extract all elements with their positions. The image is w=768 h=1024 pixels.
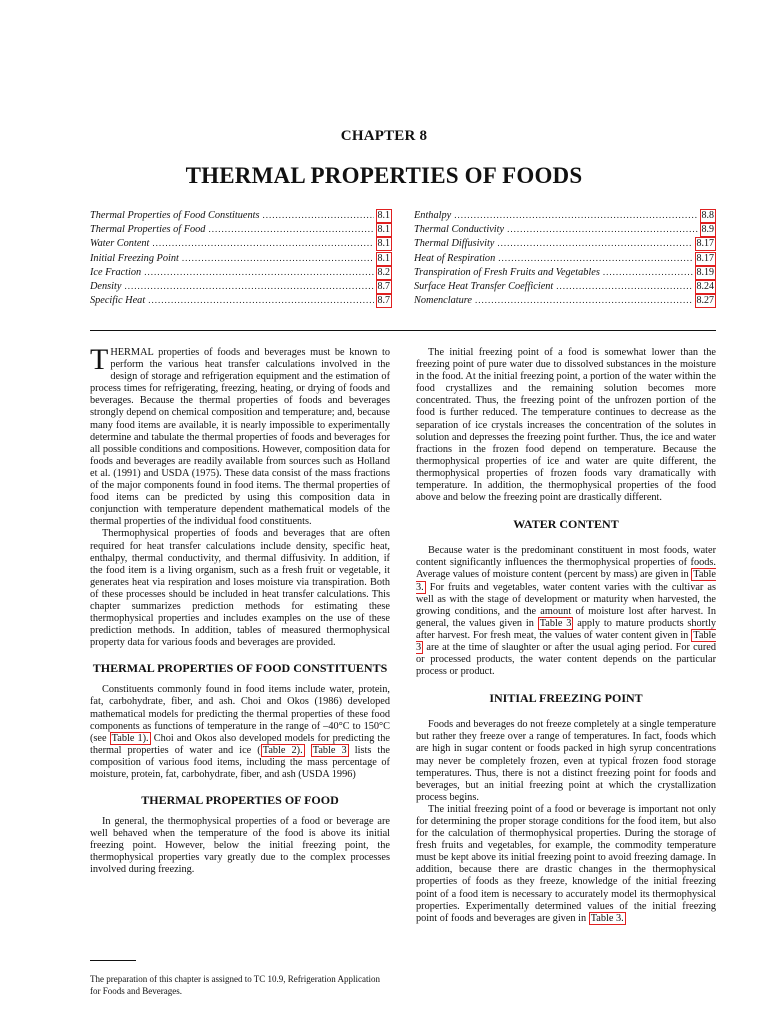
toc-item[interactable]: Thermal Properties of Food Constituents ..... 8.1: [90, 209, 392, 223]
table-3-link[interactable]: Table 3.: [590, 912, 624, 924]
toc-item[interactable]: Enthalpy ..... 8.8: [414, 209, 716, 223]
toc-page-link[interactable]: 8.17: [696, 238, 714, 250]
section-heading-food: THERMAL PROPERTIES OF FOOD: [141, 793, 339, 808]
toc-page-link[interactable]: 8.1: [377, 210, 390, 221]
table-3-link[interactable]: Table 3.: [416, 569, 716, 593]
section-heading-constituents: THERMAL PROPERTIES OF FOOD CONSTITUENTS: [92, 661, 388, 676]
toc-item[interactable]: Thermal Conductivity ..... 8.9: [414, 223, 716, 237]
left-column: [90, 343, 391, 877]
toc-item[interactable]: Density ..... 8.7: [90, 280, 392, 294]
toc-item[interactable]: Transpiration of Fresh Fruits and Vegetables ..... 8.19: [414, 266, 716, 280]
freezing-intro-paragraph: The initial freezing point of a food is somewhat lower than the freezing point of pure water due to dissolved substances in the moisture in the food. At the initial freezing point, a portion of the water within the food crystallizes and the remaining solution becomes more concentrated. Thus, the freezing point of the unfrozen portion of the food is further reduced. The temperature continues to decrease as the separation of ice crystals increases the concentration of the solutes in solution and depresses the freezing point further. Thus, the ice and water fractions in the frozen food depend on temperature. Because the thermophysical properties of ice and water are quite different, the thermophysical properties of frozen foods vary dramatically with temperature. In addition, the thermophysical properties of the food above and below the freezing point are drastically different.: [416, 347, 716, 504]
toc-page-link[interactable]: 8.1: [377, 238, 390, 250]
toc-left: [90, 209, 392, 308]
section-heading-water-content: WATER CONTENT: [513, 517, 619, 532]
footnote-divider: [90, 960, 136, 961]
toc-page-link[interactable]: 8.19: [696, 266, 714, 278]
toc-page-link[interactable]: 8.27: [696, 295, 714, 307]
toc-page-link[interactable]: 8.1: [377, 252, 390, 264]
toc-item[interactable]: Heat of Respiration ..... 8.17: [414, 252, 716, 266]
toc-page-link[interactable]: 8.7: [377, 295, 390, 307]
drop-cap: T: [90, 343, 109, 376]
toc-page-link[interactable]: 8.7: [377, 280, 390, 292]
food-paragraph: In general, the thermophysical properties of a food or beverage are well behaved when the temperature of the food is above its initial freezing point. However, below the initial freezing point, the thermophysical properties vary greatly due to the complex processes involved during freezing.: [90, 816, 390, 876]
toc-item[interactable]: Surface Heat Transfer Coefficient ..... 8.24: [414, 280, 716, 294]
toc-item[interactable]: Specific Heat ..... 8.7: [90, 294, 392, 308]
table-2-link[interactable]: Table 2).: [262, 744, 303, 756]
footnote: The preparation of this chapter is assigned to TC 10.9, Refrigeration Application for Foods and Beverages.: [90, 974, 381, 996]
intro-paragraph-2: Thermophysical properties of foods and beverages that are often required for heat transfer calculations include density, specific heat, enthalpy, thermal conductivity, and thermal diffusivity. In addition, if the food item is a living organism, such as a fresh fruit or vegetable, it generates heat via respiration and loses moisture via transpiration. Both of these processes should be included in heat transfer calculations. This chapter summarizes prediction methods for estimating these thermophysical properties and includes examples on the use of these prediction methods. In addition, tables of measured thermophysical property data for various foods and beverages are provided.: [90, 528, 390, 649]
ifp-paragraph-2: The initial freezing point of a food or beverage is important not only for determining the proper storage conditions for the food item, but also for the calculation of thermophysical properties. During the storage of fresh fruits and vegetables, for example, the commodity temperature must be kept above its initial freezing point to avoid freezing damage. In addition, because there are drastic changes in the thermophysical properties of foods as they freeze, knowledge of the initial freezing point of a food item is necessary to accurately model its thermophysical properties. Experimentally determined values of the initial freezing point of foods and beverages are given in Table 3.: [416, 803, 716, 924]
right-column: [416, 347, 716, 925]
table-3-link[interactable]: Table 3: [416, 629, 716, 653]
toc-item[interactable]: Thermal Properties of Food ..... 8.1: [90, 223, 392, 237]
chapter-label: CHAPTER 8: [340, 128, 428, 144]
table-1-link[interactable]: Table 1).: [111, 732, 149, 744]
toc-page-link[interactable]: 8.1: [377, 224, 390, 236]
toc-item[interactable]: Thermal Diffusivity ..... 8.17: [414, 237, 716, 251]
toc-page-link[interactable]: 8.9: [701, 224, 714, 236]
toc-item[interactable]: Nomenclature ..... 8.27: [414, 294, 716, 308]
toc-item[interactable]: Water Content ..... 8.1: [90, 237, 392, 251]
section-heading-initial-freezing-point: INITIAL FREEZING POINT: [489, 691, 643, 706]
toc-page-link[interactable]: 8.24: [696, 280, 714, 292]
toc-page-link[interactable]: 8.8: [701, 210, 714, 221]
toc-page-link[interactable]: 8.17: [696, 252, 714, 264]
toc-right: [414, 209, 716, 308]
toc-item[interactable]: Ice Fraction ..... 8.2: [90, 266, 392, 280]
intro-paragraph: THERMAL properties of foods and beverages must be known to perform the various heat transfer calculations involved in the design of storage and refrigeration equipment and the estimation of process times for refrigerating, freezing, heating, or drying of foods and beverages. Because the thermal properties of foods and beverages strongly depend on chemical composition and temperature; and, because many food items are available, it is nearly impossible to experimentally determine and tabulate the thermal properties of foods and beverages for all possible conditions and compositions. However, composition data for foods and beverages are readily available from sources such as Holland et al. (1991) and USDA (1975). These data consist of the mass fractions of the major components found in food items. The thermal properties of food items can be predicted by using this composition data in conjunction with temperature dependent mathematical models of the thermal properties of the individual food constituents.: [90, 343, 390, 528]
table-3-link[interactable]: Table 3: [312, 744, 347, 756]
section-divider: [90, 330, 716, 331]
toc-item[interactable]: Initial Freezing Point ..... 8.1: [90, 252, 392, 266]
page-title: THERMAL PROPERTIES OF FOODS: [185, 163, 583, 188]
toc-page-link[interactable]: 8.2: [377, 266, 390, 278]
table-3-link[interactable]: Table 3: [539, 617, 572, 629]
constituents-paragraph: Constituents commonly found in food items include water, protein, fat, carbohydrate, fiber, and ash. Choi and Okos (1986) developed mathematical models for predicting the thermal properties of these food components as functions of temperature in the range of –40°C to 150°C (see Table 1). Choi and Okos also developed models for predicting the thermal properties of water and ice ( Table 2). Table 3 lists the composition of various food items, including the mass percentage of moisture, protein, fat, carbohydrate, fiber, and ash (USDA 1996): [90, 684, 391, 780]
water-content-paragraph: Because water is the predominant constituent in most foods, water content significantly influences the thermophysical properties of foods. Average values of moisture content (percent by mass) are given in Table 3. For fruits and vegetables, water content varies with the cultivar as well as with the stage of development or maturity when harvested, the growing conditions, and the amount of moisture lost after harvest. In general, the values given in Table 3 apply to mature products shortly after harvest. For fresh meat, the values of water content given in Table 3 are at the time of slaughter or after the usual aging period. For cured or processed products, the water content depends on the particular process or product.: [416, 545, 716, 678]
ifp-paragraph-1: Foods and beverages do not freeze completely at a single temperature but rather they freeze over a range of temperatures. In fact, foods which are high in sugar content or foods packed in high syrup concentrations may never be completely frozen, even at typical frozen food storage temperatures. Thus, there is not a distinct freezing point for foods and beverages, but an initial freezing point at which the crystallization process begins.: [416, 719, 716, 803]
